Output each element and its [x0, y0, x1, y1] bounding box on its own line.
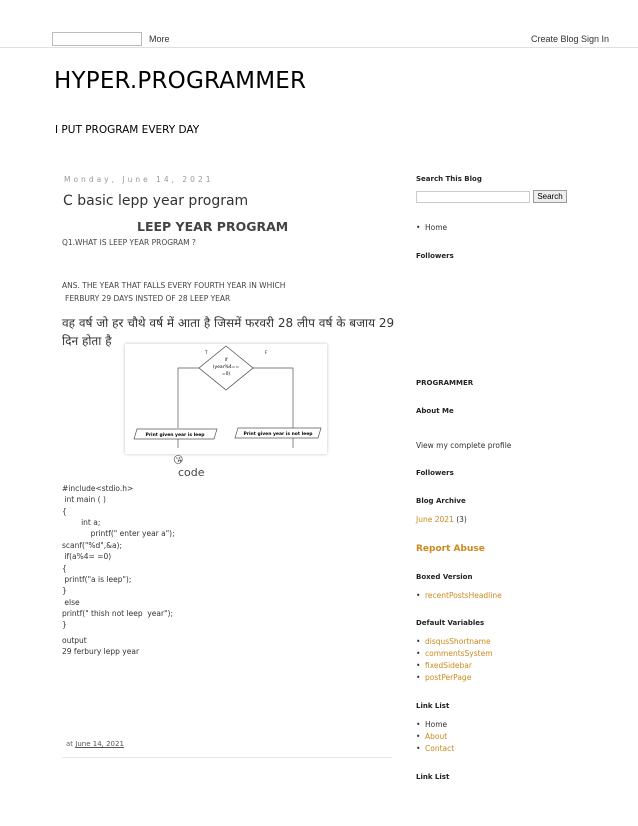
blog-archive-title: Blog Archive	[416, 497, 466, 505]
about-me-title: About Me	[416, 407, 454, 415]
code-line-11: else	[62, 598, 80, 607]
code-line-3: {	[62, 507, 67, 516]
post-heading: LEEP YEAR PROGRAM	[137, 219, 289, 234]
search-widget-title: Search This Blog	[416, 175, 482, 183]
code-line-8: {	[62, 564, 67, 573]
bullet-icon: •	[416, 744, 421, 753]
post-footer-at: at	[66, 740, 74, 748]
post-question: Q1.WHAT IS LEEP YEAR PROGRAM ?	[62, 238, 196, 247]
code-line-10: }	[62, 586, 67, 595]
false-branch-line	[253, 368, 293, 428]
code-line-2: int main ( )	[62, 495, 106, 504]
create-blog-link[interactable]: Create Blog	[531, 34, 579, 44]
pages-item-label: Home	[425, 223, 448, 232]
code-line-13: }	[62, 620, 67, 629]
blog-description: I PUT PROGRAM EVERY DAY	[55, 124, 200, 136]
link-list-item[interactable]	[416, 720, 447, 729]
code-line-9: printf("a is leep");	[62, 575, 132, 584]
boxed-item-label: recentPostsHeadline	[425, 591, 502, 600]
default-var-label: fixedSidebar	[425, 661, 472, 670]
output-label: output	[62, 636, 87, 645]
archive-entry	[416, 515, 467, 524]
navbar-search-input[interactable]	[52, 32, 142, 46]
post-answer-line-1: ANS. THE YEAR THAT FALLS EVERY FOURTH YEAR IN WHICH	[62, 281, 286, 290]
flowchart-image[interactable]	[125, 344, 327, 454]
code-line-12: printf(" thish not leep year");	[62, 609, 173, 618]
flowchart-svg	[125, 344, 327, 454]
boxed-item[interactable]	[416, 591, 502, 600]
default-var-label: postPerPage	[425, 673, 472, 682]
bullet-icon: •	[416, 223, 421, 232]
bullet-icon: •	[416, 720, 421, 729]
code-line-1: #include<stdio.h>	[62, 484, 134, 493]
right-output-text: Print given year is not leep	[243, 432, 313, 437]
bullet-icon: •	[416, 661, 421, 670]
code-label: code	[178, 466, 205, 479]
blogger-navbar	[0, 0, 638, 48]
bullet-icon: •	[416, 673, 421, 682]
post-permalink-date[interactable]: June 14, 2021	[75, 740, 124, 748]
pages-item-home[interactable]	[416, 223, 447, 232]
programmer-title: PROGRAMMER	[416, 379, 474, 387]
bullet-icon: •	[416, 649, 421, 658]
post-answer-line-2: FERBURY 29 DAYS INSTED OF 28 LEEP YEAR	[65, 294, 231, 303]
default-var-label: commentsSystem	[425, 649, 493, 658]
default-var-label: disqusShortname	[425, 637, 491, 646]
true-label: T	[205, 350, 208, 355]
link-list-label: Home	[425, 720, 448, 729]
condition-line-2: (year%4==	[212, 365, 240, 370]
sign-in-link[interactable]: Sign In	[581, 34, 610, 44]
link-list-label: Contact	[425, 744, 455, 753]
view-profile-link[interactable]: View my complete profile	[416, 441, 512, 450]
link-list-item[interactable]	[416, 744, 454, 753]
archive-month-link[interactable]: June 2021	[416, 515, 454, 524]
default-var-item[interactable]	[416, 673, 471, 682]
report-abuse-link[interactable]: Report Abuse	[416, 544, 485, 554]
blog-title[interactable]: HYPER.PROGRAMMER	[54, 68, 307, 94]
bullet-icon: •	[416, 637, 421, 646]
post-date: Monday, June 14, 2021	[64, 175, 214, 184]
followers-title: Followers	[416, 252, 454, 260]
followers-title-2: Followers	[416, 469, 454, 477]
post-divider	[62, 757, 392, 758]
condition-line-3: =0)	[221, 372, 231, 377]
output-value: 29 ferbury lepp year	[62, 647, 140, 656]
left-output-text: Print given year is leep	[145, 433, 205, 438]
link-list-label: About	[425, 732, 448, 741]
default-variables-title: Default Variables	[416, 619, 485, 627]
link-list-item[interactable]	[416, 732, 447, 741]
blog-search-button[interactable]: Search	[533, 190, 567, 203]
code-line-6: scanf("%d",&a);	[62, 541, 123, 550]
default-var-item[interactable]	[416, 649, 493, 658]
link-list-title: Link List	[416, 702, 450, 710]
code-line-5: printf(" enter year a");	[62, 529, 175, 538]
archive-count: (3)	[456, 515, 467, 524]
blog-search-input[interactable]	[416, 191, 530, 203]
code-line-7: if(a%4= =0)	[62, 552, 112, 561]
bullet-icon: •	[416, 591, 421, 600]
post-title[interactable]: C basic lepp year program	[63, 193, 249, 209]
default-var-item[interactable]	[416, 637, 491, 646]
code-line-4: int a;	[62, 518, 101, 527]
false-label: F	[265, 350, 268, 355]
more-link[interactable]: More	[149, 34, 170, 44]
boxed-version-title: Boxed Version	[416, 573, 473, 581]
kiss-emoji: 😘	[173, 455, 184, 466]
post-footer	[66, 740, 124, 748]
default-var-item[interactable]	[416, 661, 472, 670]
condition-line-1: if	[224, 358, 228, 363]
post-hindi-text: वह वर्ष जो हर चौथे वर्ष में आता है जिसमें फरवरी 28 लीप वर्ष के बजाय 29 दिन होता है	[62, 316, 395, 348]
link-list-title-2: Link List	[416, 773, 450, 781]
true-branch-line	[178, 368, 199, 428]
bullet-icon: •	[416, 732, 421, 741]
